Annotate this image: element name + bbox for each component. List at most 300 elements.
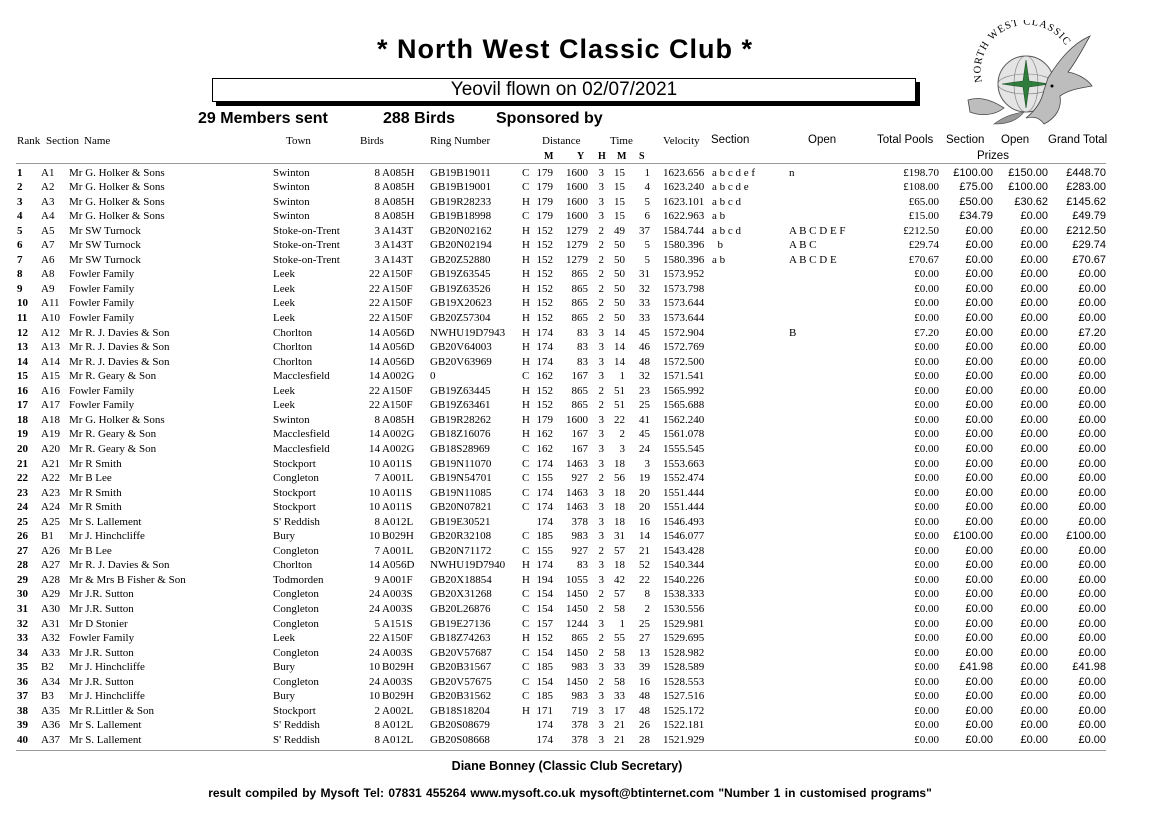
cell-prize-open: £0.00	[1020, 501, 1048, 514]
cell-member-code: A002G	[382, 370, 415, 383]
pigeon-globe-logo-icon	[964, 20, 1096, 132]
table-row	[0, 427, 1170, 442]
cell-ring-number: 0	[430, 370, 436, 383]
cell-hours: 2	[598, 268, 604, 281]
cell-name: Mr G. Holker & Sons	[69, 413, 165, 426]
cell-ring-number: GB20V57675	[430, 675, 492, 688]
cell-ring-number: GB19Z63461	[430, 399, 491, 412]
logo-text: NORTH WEST CLASSIC	[972, 20, 1073, 84]
cell-miles: 152	[536, 282, 553, 295]
cell-rank: 1	[17, 166, 23, 179]
cell-birds: 24	[369, 646, 380, 659]
cell-miles: 174	[536, 501, 553, 514]
cell-velocity: 1521.929	[663, 733, 705, 746]
cell-prize-section: £0.00	[965, 646, 993, 659]
cell-prize-section: £0.00	[965, 515, 993, 528]
cell-grand-total: £0.00	[1078, 675, 1106, 688]
cell-rank: 8	[17, 268, 23, 281]
cell-total-pools: £198.70	[903, 166, 939, 179]
cell-type: H	[522, 384, 530, 397]
cell-yards: 865	[571, 384, 588, 397]
cell-birds: 3	[374, 239, 380, 252]
cell-member-code: A150F	[382, 632, 413, 645]
cell-hours: 3	[598, 326, 604, 339]
cell-town: S' Reddish	[273, 733, 320, 746]
cell-rank: 39	[17, 719, 28, 732]
cell-name: Mr S. Lallement	[69, 515, 142, 528]
cell-total-pools: £0.00	[914, 282, 939, 295]
cell-ring-number: GB19X20623	[430, 297, 492, 310]
cell-miles: 174	[536, 559, 553, 572]
cell-ring-number: GB20X18854	[430, 573, 492, 586]
cell-ring-number: GB20V63969	[430, 355, 492, 368]
cell-minutes: 22	[614, 413, 625, 426]
cell-miles: 174	[536, 486, 553, 499]
cell-seconds: 21	[639, 544, 650, 557]
cell-seconds: 13	[639, 646, 650, 659]
cell-ring-number: GB18S18204	[430, 704, 490, 717]
cell-seconds: 20	[639, 486, 650, 499]
cell-rank: 40	[17, 733, 28, 746]
cell-town: Swinton	[273, 181, 310, 194]
cell-section: A1	[41, 166, 55, 179]
cell-minutes: 58	[614, 646, 625, 659]
cell-town: Leek	[273, 268, 295, 281]
cell-name: Mr J. Hinchcliffe	[69, 690, 145, 703]
cell-prize-open: £0.00	[1020, 588, 1048, 601]
cell-prize-open: £0.00	[1020, 355, 1048, 368]
cell-rank: 3	[17, 195, 23, 208]
cell-minutes: 1	[619, 370, 625, 383]
cell-total-pools: £0.00	[914, 501, 939, 514]
cell-total-pools: £0.00	[914, 559, 939, 572]
cell-miles: 162	[536, 370, 553, 383]
cell-name: Fowler Family	[69, 282, 135, 295]
table-row	[0, 166, 1170, 181]
cell-seconds: 16	[639, 675, 650, 688]
cell-velocity: 1571.541	[663, 370, 705, 383]
cell-member-code: A012L	[382, 733, 414, 746]
cell-miles: 152	[536, 399, 553, 412]
cell-yards: 1244	[566, 617, 588, 630]
cell-type: H	[522, 224, 530, 237]
cell-hours: 3	[598, 442, 604, 455]
cell-miles: 174	[536, 515, 553, 528]
cell-miles: 174	[536, 733, 553, 746]
cell-member-code: A143T	[382, 253, 414, 266]
cell-total-pools: £0.00	[914, 312, 939, 324]
cell-rank: 5	[17, 224, 23, 237]
cell-seconds: 46	[639, 341, 650, 354]
cell-total-pools: £0.00	[914, 399, 939, 412]
cell-section: A3	[41, 195, 55, 208]
cell-town: Chorlton	[273, 341, 313, 354]
table-row	[0, 704, 1170, 719]
cell-grand-total: £0.00	[1078, 428, 1106, 441]
cell-yards: 865	[571, 632, 588, 645]
cell-rank: 16	[17, 384, 28, 397]
cell-prize-open: £0.00	[1020, 384, 1048, 397]
cell-prize-open: £0.00	[1020, 224, 1048, 237]
cell-member-code: A085H	[382, 413, 415, 426]
cell-birds: 10	[369, 501, 380, 514]
cell-ring-number: GB20Z57304	[430, 312, 491, 324]
cell-prize-open: £0.00	[1020, 253, 1048, 266]
cell-section: A35	[41, 704, 60, 717]
cell-yards: 83	[577, 341, 588, 354]
cell-member-code: A143T	[382, 239, 414, 252]
cell-grand-total: £0.00	[1078, 297, 1106, 310]
cell-seconds: 33	[639, 312, 650, 324]
cell-seconds: 20	[639, 501, 650, 514]
cell-name: Mr R. J. Davies & Son	[69, 326, 170, 339]
cell-hours: 2	[598, 282, 604, 295]
cell-town: Macclesfield	[273, 442, 330, 455]
cell-grand-total: £0.00	[1078, 413, 1106, 426]
club-logo	[964, 20, 1096, 132]
cell-section: A15	[41, 370, 60, 383]
cell-type: H	[522, 632, 530, 645]
cell-miles: 154	[536, 646, 553, 659]
cell-seconds: 25	[639, 399, 650, 412]
cell-prize-section: £34.79	[959, 210, 993, 223]
cell-ring-number: NWHU19D7943	[430, 326, 506, 339]
cell-name: Mr R.Littler & Son	[69, 704, 154, 717]
cell-name: Mr S. Lallement	[69, 733, 142, 746]
cell-total-pools: £0.00	[914, 588, 939, 601]
cell-type: C	[522, 544, 530, 557]
page-title: * North West Classic Club *	[376, 34, 754, 64]
cell-yards: 1450	[566, 603, 588, 615]
cell-total-pools: £0.00	[914, 341, 939, 354]
cell-prize-section: £0.00	[965, 355, 993, 368]
cell-grand-total: £0.00	[1078, 442, 1106, 455]
col-town: Town	[286, 135, 311, 147]
cell-miles: 152	[536, 268, 553, 281]
cell-type: C	[522, 166, 530, 179]
cell-miles: 152	[536, 384, 553, 397]
subcol-yards: Y	[577, 151, 585, 162]
cell-yards: 83	[577, 326, 588, 339]
cell-grand-total: £0.00	[1078, 632, 1106, 645]
cell-hours: 3	[598, 559, 604, 572]
cell-prize-open: £0.00	[1020, 690, 1048, 703]
cell-minutes: 14	[614, 341, 625, 354]
table-row	[0, 646, 1170, 661]
cell-birds: 7	[374, 472, 380, 485]
cell-ring-number: GB19E27136	[430, 617, 491, 630]
cell-grand-total: £0.00	[1078, 573, 1106, 586]
cell-velocity: 1622.963	[663, 210, 705, 223]
cell-total-pools: £15.00	[908, 210, 939, 223]
cell-type: C	[522, 486, 530, 499]
cell-town: Congleton	[273, 544, 319, 557]
cell-prize-section: £0.00	[965, 268, 993, 281]
cell-hours: 3	[598, 370, 604, 383]
cell-prize-open: £0.00	[1020, 210, 1048, 223]
cell-minutes: 14	[614, 326, 625, 339]
cell-seconds: 28	[639, 733, 650, 746]
cell-birds: 3	[374, 224, 380, 237]
cell-name: Mr R. J. Davies & Son	[69, 341, 170, 354]
cell-velocity: 1572.904	[663, 326, 705, 339]
cell-miles: 162	[536, 428, 553, 441]
cell-type: H	[522, 704, 530, 717]
cell-town: Leek	[273, 632, 295, 645]
cell-section: A37	[41, 733, 60, 746]
cell-seconds: 39	[639, 661, 650, 674]
cell-grand-total: £41.98	[1072, 661, 1106, 674]
table-row	[0, 296, 1170, 311]
cell-town: Congleton	[273, 603, 319, 615]
cell-yards: 719	[571, 704, 588, 717]
cell-type: C	[522, 501, 530, 514]
cell-section: A32	[41, 632, 60, 645]
cell-name: Mr R. Geary & Son	[69, 442, 157, 455]
cell-prize-open: £0.00	[1020, 646, 1048, 659]
cell-total-pools: £0.00	[914, 632, 939, 645]
col-velocity: Velocity	[663, 135, 700, 147]
cell-total-pools: £0.00	[914, 457, 939, 470]
cell-birds: 5	[374, 617, 380, 630]
subcol-minutes: M	[617, 151, 627, 162]
cell-prize-open: £0.00	[1020, 675, 1048, 688]
cell-section-pools: a b	[712, 253, 726, 266]
cell-member-code: A085H	[382, 166, 415, 179]
cell-velocity: 1572.769	[663, 341, 705, 354]
cell-rank: 17	[17, 399, 28, 412]
cell-birds: 7	[374, 544, 380, 557]
cell-velocity: 1552.474	[663, 472, 705, 485]
cell-birds: 10	[369, 690, 380, 703]
cell-minutes: 56	[614, 472, 625, 485]
cell-yards: 865	[571, 297, 588, 310]
cell-seconds: 45	[639, 428, 650, 441]
table-row	[0, 602, 1170, 617]
table-row	[0, 631, 1170, 646]
cell-town: Leek	[273, 312, 295, 324]
cell-total-pools: £0.00	[914, 661, 939, 674]
cell-member-code: A151S	[382, 617, 413, 630]
cell-name: Mr J. Hinchcliffe	[69, 530, 145, 543]
cell-hours: 3	[598, 515, 604, 528]
cell-town: S' Reddish	[273, 719, 320, 732]
cell-birds: 22	[369, 268, 380, 281]
cell-name: Mr J.R. Sutton	[69, 675, 134, 688]
cell-grand-total: £0.00	[1078, 733, 1106, 746]
cell-seconds: 5	[644, 239, 650, 252]
cell-yards: 83	[577, 355, 588, 368]
cell-type: H	[522, 428, 530, 441]
cell-grand-total: £0.00	[1078, 646, 1106, 659]
cell-name: Mr B Lee	[69, 544, 112, 557]
cell-name: Mr G. Holker & Sons	[69, 195, 165, 208]
cell-velocity: 1551.444	[663, 501, 705, 514]
table-row	[0, 413, 1170, 428]
cell-name: Mr J. Hinchcliffe	[69, 661, 145, 674]
cell-hours: 3	[598, 719, 604, 732]
cell-ring-number: GB20N07821	[430, 501, 492, 514]
cell-yards: 1279	[566, 253, 588, 266]
table-row	[0, 253, 1170, 268]
cell-hours: 2	[598, 675, 604, 688]
cell-type: C	[522, 370, 530, 383]
cell-yards: 865	[571, 282, 588, 295]
cell-birds: 8	[374, 413, 380, 426]
cell-rank: 2	[17, 181, 23, 194]
cell-name: Mr G. Holker & Sons	[69, 181, 165, 194]
cell-total-pools: £0.00	[914, 428, 939, 441]
cell-section: A10	[41, 312, 60, 324]
cell-town: Stockport	[273, 704, 316, 717]
cell-ring-number: GB20N02162	[430, 224, 492, 237]
table-row	[0, 355, 1170, 370]
cell-minutes: 57	[614, 588, 625, 601]
cell-section: A12	[41, 326, 60, 339]
cell-total-pools: £0.00	[914, 690, 939, 703]
cell-grand-total: £0.00	[1078, 515, 1106, 528]
cell-rank: 34	[17, 646, 28, 659]
cell-member-code: A001F	[382, 573, 413, 586]
cell-velocity: 1565.688	[663, 399, 705, 412]
cell-miles: 152	[536, 253, 553, 266]
cell-ring-number: GB20V64003	[430, 341, 492, 354]
cell-member-code: A011S	[382, 501, 413, 514]
cell-velocity: 1623.101	[663, 195, 705, 208]
cell-prize-section: £0.00	[965, 457, 993, 470]
cell-miles: 185	[536, 690, 553, 703]
cell-miles: 185	[536, 530, 553, 543]
table-row	[0, 529, 1170, 544]
cell-prize-section: £0.00	[965, 253, 993, 266]
cell-birds: 10	[369, 457, 380, 470]
cell-velocity: 1584.744	[663, 224, 705, 237]
cell-section: A22	[41, 472, 60, 485]
cell-town: Leek	[273, 399, 295, 412]
cell-yards: 1450	[566, 646, 588, 659]
cell-prize-section: £0.00	[965, 559, 993, 572]
cell-section: A14	[41, 355, 60, 368]
cell-velocity: 1573.644	[663, 297, 705, 310]
cell-prize-open: £0.00	[1020, 326, 1048, 339]
cell-minutes: 15	[614, 195, 625, 208]
cell-grand-total: £0.00	[1078, 384, 1106, 397]
cell-ring-number: GB20N71172	[430, 544, 492, 557]
cell-velocity: 1546.493	[663, 515, 705, 528]
subcol-miles: M	[544, 151, 554, 162]
cell-ring-number: GB19Z63445	[430, 384, 491, 397]
race-banner: Yeovil flown on 02/07/2021	[212, 78, 916, 102]
cell-grand-total: £0.00	[1078, 355, 1106, 368]
cell-ring-number: GB20S08668	[430, 733, 490, 746]
cell-name: Fowler Family	[69, 297, 135, 310]
cell-velocity: 1528.589	[663, 661, 705, 674]
cell-name: Mr R. Geary & Son	[69, 428, 157, 441]
cell-ring-number: GB19B18998	[430, 210, 492, 223]
cell-birds: 9	[374, 573, 380, 586]
table-row	[0, 267, 1170, 282]
cell-hours: 3	[598, 195, 604, 208]
cell-minutes: 18	[614, 457, 625, 470]
cell-yards: 983	[571, 661, 588, 674]
col-prize-section: Section	[946, 134, 985, 146]
table-row	[0, 471, 1170, 486]
cell-seconds: 8	[644, 588, 650, 601]
cell-town: S' Reddish	[273, 515, 320, 528]
cell-seconds: 33	[639, 297, 650, 310]
cell-prize-section: £0.00	[965, 282, 993, 295]
cell-ring-number: GB18S28969	[430, 442, 490, 455]
cell-minutes: 3	[619, 442, 625, 455]
cell-seconds: 48	[639, 355, 650, 368]
cell-miles: 152	[536, 239, 553, 252]
secretary-line: Diane Bonney (Classic Club Secretary)	[451, 759, 683, 773]
col-open-pools: Open	[808, 134, 837, 146]
col-prizes: Prizes	[977, 150, 1009, 162]
cell-section: A17	[41, 399, 60, 412]
cell-type: C	[522, 646, 530, 659]
cell-total-pools: £0.00	[914, 544, 939, 557]
cell-member-code: A001L	[382, 472, 414, 485]
cell-member-code: A085H	[382, 210, 415, 223]
cell-rank: 35	[17, 661, 28, 674]
cell-grand-total: £49.79	[1072, 210, 1106, 223]
cell-prize-open: £0.00	[1020, 312, 1048, 324]
cell-grand-total: £0.00	[1078, 719, 1106, 732]
cell-birds: 2	[374, 704, 380, 717]
table-row	[0, 587, 1170, 602]
cell-grand-total: £0.00	[1078, 399, 1106, 412]
cell-minutes: 33	[614, 690, 625, 703]
cell-total-pools: £0.00	[914, 370, 939, 383]
cell-member-code: A150F	[382, 312, 413, 324]
cell-rank: 7	[17, 253, 23, 266]
cell-section: A2	[41, 181, 55, 194]
cell-member-code: A002G	[382, 442, 415, 455]
cell-grand-total: £7.20	[1078, 326, 1106, 339]
cell-town: Congleton	[273, 472, 319, 485]
cell-birds: 8	[374, 210, 380, 223]
cell-ring-number: GB19B19001	[430, 181, 492, 194]
cell-minutes: 50	[614, 253, 625, 266]
cell-prize-section: £0.00	[965, 428, 993, 441]
cell-town: Stockport	[273, 486, 316, 499]
cell-total-pools: £0.00	[914, 530, 939, 543]
cell-section: A9	[41, 282, 55, 295]
cell-grand-total: £0.00	[1078, 282, 1106, 295]
cell-name: Mr SW Turnock	[69, 224, 141, 237]
cell-member-code: A056D	[382, 341, 415, 354]
cell-member-code: A003S	[382, 588, 413, 601]
cell-town: Congleton	[273, 588, 319, 601]
cell-yards: 983	[571, 690, 588, 703]
cell-rank: 10	[17, 297, 28, 310]
cell-rank: 38	[17, 704, 28, 717]
cell-seconds: 27	[639, 632, 650, 645]
cell-name: Fowler Family	[69, 399, 135, 412]
cell-seconds: 5	[644, 253, 650, 266]
cell-miles: 179	[536, 181, 553, 194]
cell-velocity: 1562.240	[663, 413, 705, 426]
cell-prize-section: £0.00	[965, 341, 993, 354]
cell-birds: 10	[369, 661, 380, 674]
cell-seconds: 25	[639, 617, 650, 630]
cell-minutes: 18	[614, 559, 625, 572]
cell-minutes: 50	[614, 297, 625, 310]
cell-birds: 10	[369, 530, 380, 543]
cell-prize-section: £0.00	[965, 573, 993, 586]
cell-minutes: 15	[614, 210, 625, 223]
